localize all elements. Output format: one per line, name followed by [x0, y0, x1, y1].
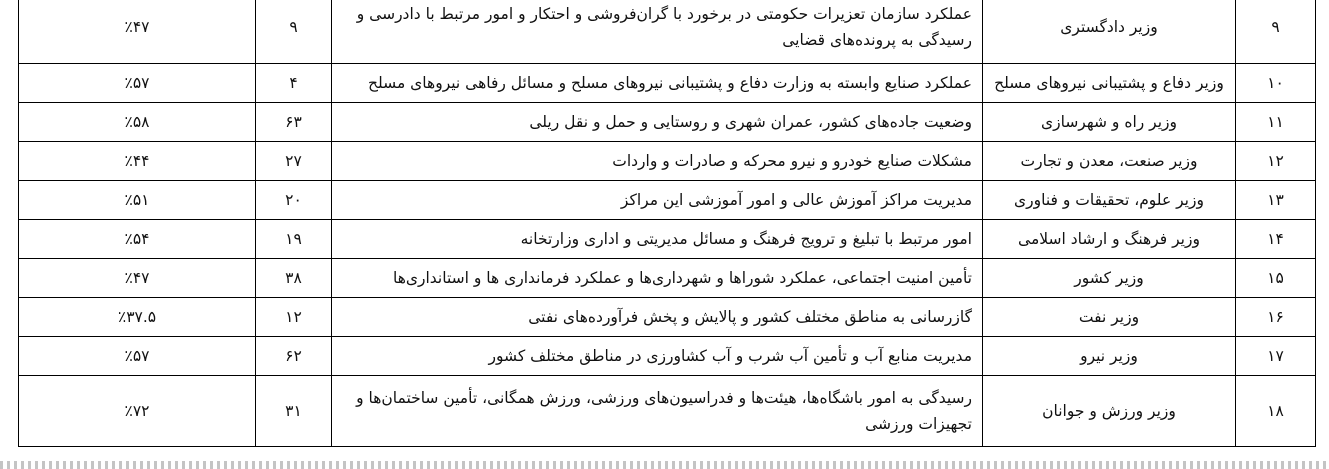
topic-cell: عملکرد صنایع وابسته به وزارت دفاع و پشتیبانی نیروهای مسلح و مسائل رفاهی نیروهای مسلح: [332, 64, 983, 103]
count-cell: ۶۲: [256, 337, 332, 376]
table-body: [19, 0, 1316, 447]
topic-cell: مشکلات صنایع خودرو و نیرو محرکه و صادرات و واردات: [332, 142, 983, 181]
percent-cell: ٪۷۲: [19, 376, 256, 447]
table-row: [19, 259, 1316, 298]
row-number: ۱۱: [1236, 103, 1316, 142]
count-cell: ۴: [256, 64, 332, 103]
topic-cell: وضعیت جاده‌های کشور، عمران شهری و روستایی و حمل و نقل ریلی: [332, 103, 983, 142]
percent-cell: ٪۴۴: [19, 142, 256, 181]
percent-cell: ٪۵۸: [19, 103, 256, 142]
table-row: [19, 298, 1316, 337]
minister-cell: وزیر علوم، تحقیقات و فناوری: [983, 181, 1236, 220]
row-number: ۱۳: [1236, 181, 1316, 220]
minister-cell: وزیر ورزش و جوانان: [983, 376, 1236, 447]
minister-cell: وزیر نیرو: [983, 337, 1236, 376]
count-cell: ۳۸: [256, 259, 332, 298]
table-row: [19, 142, 1316, 181]
percent-cell: ٪۵۴: [19, 220, 256, 259]
cut-off-text-line: [0, 461, 1329, 469]
percent-cell: ٪۵۱: [19, 181, 256, 220]
table-row: [19, 376, 1316, 447]
row-number: ۱۵: [1236, 259, 1316, 298]
count-cell: ۱۹: [256, 220, 332, 259]
table-row: [19, 103, 1316, 142]
row-number: ۱۸: [1236, 376, 1316, 447]
topic-cell: مدیریت مراکز آموزش عالی و امور آموزشی این مراکز: [332, 181, 983, 220]
count-cell: ۹: [256, 0, 332, 64]
percent-cell: ٪۵۷: [19, 64, 256, 103]
row-number: ۱۶: [1236, 298, 1316, 337]
table-row: [19, 337, 1316, 376]
topic-cell: عملکرد سازمان تعزیرات حکومتی در برخورد با گران‌فروشی و احتکار و امور مرتبط با دادرسی و رسیدگی به پرونده‌های قضایی: [332, 0, 983, 64]
minister-cell: وزیر راه و شهرسازی: [983, 103, 1236, 142]
row-number: ۱۷: [1236, 337, 1316, 376]
row-number: ۱۴: [1236, 220, 1316, 259]
percent-cell: ٪۵۷: [19, 337, 256, 376]
minister-cell: وزیر فرهنگ و ارشاد اسلامی: [983, 220, 1236, 259]
percent-cell: ٪۳۷.۵: [19, 298, 256, 337]
ministers-questions-table: [18, 0, 1316, 447]
count-cell: ۳۱: [256, 376, 332, 447]
count-cell: ۱۲: [256, 298, 332, 337]
row-number: ۹: [1236, 0, 1316, 64]
count-cell: ۶۳: [256, 103, 332, 142]
percent-cell: ٪۴۷: [19, 259, 256, 298]
row-number: ۱۲: [1236, 142, 1316, 181]
count-cell: ۲۷: [256, 142, 332, 181]
topic-cell: تأمین امنیت اجتماعی، عملکرد شوراها و شهرداری‌ها و عملکرد فرمانداری ها و استانداری‌ها: [332, 259, 983, 298]
minister-cell: وزیر دادگستری: [983, 0, 1236, 64]
minister-cell: وزیر نفت: [983, 298, 1236, 337]
minister-cell: وزیر صنعت، معدن و تجارت: [983, 142, 1236, 181]
topic-cell: گازرسانی به مناطق مختلف کشور و پالایش و پخش فرآورده‌های نفتی: [332, 298, 983, 337]
percent-cell: ٪۴۷: [19, 0, 256, 64]
minister-cell: وزیر کشور: [983, 259, 1236, 298]
topic-cell: امور مرتبط با تبلیغ و ترویج فرهنگ و مسائل مدیریتی و اداری وزارتخانه: [332, 220, 983, 259]
topic-cell: رسیدگی به امور باشگاه‌ها، هیئت‌ها و فدراسیون‌های ورزشی، ورزش همگانی، تأمین ساختمان‌ها و تجهیزات ورزشی: [332, 376, 983, 447]
minister-cell: وزیر دفاع و پشتیبانی نیروهای مسلح: [983, 64, 1236, 103]
count-cell: ۲۰: [256, 181, 332, 220]
table-row: [19, 181, 1316, 220]
topic-cell: مدیریت منابع آب و تأمین آب شرب و آب کشاورزی در مناطق مختلف کشور: [332, 337, 983, 376]
table-row: [19, 0, 1316, 64]
row-number: ۱۰: [1236, 64, 1316, 103]
table-row: [19, 64, 1316, 103]
table-row: [19, 220, 1316, 259]
